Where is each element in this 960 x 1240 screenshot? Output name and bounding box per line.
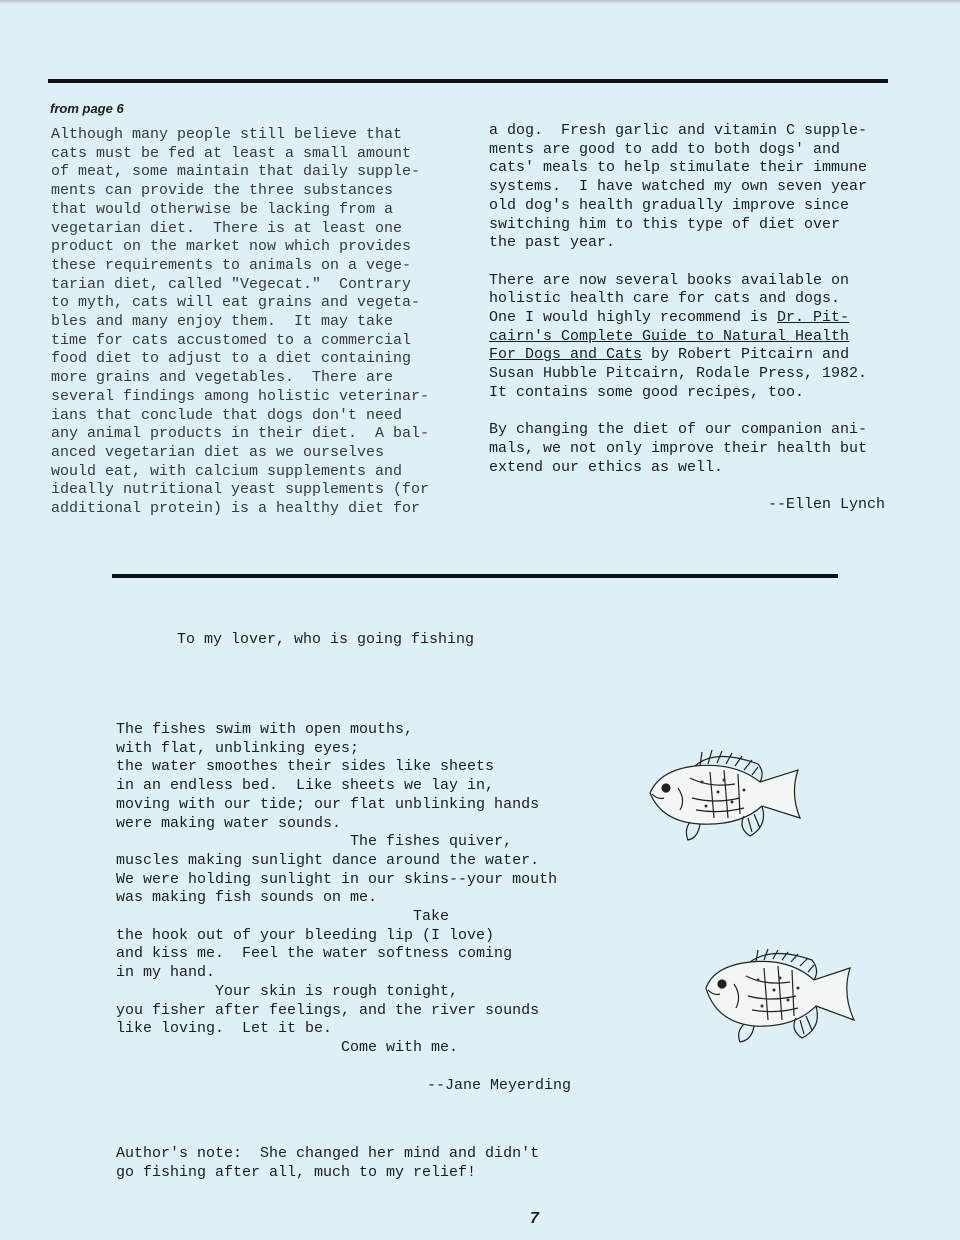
poem-line: in my hand. — [116, 964, 216, 982]
text-line: a dog. Fresh garlic and vitamin C supple- — [489, 122, 868, 139]
text-line: ideally nutritional yeast supplements (for — [51, 481, 430, 499]
article-right-column — [489, 122, 889, 515]
poem-line: like loving. Let it be. — [116, 1020, 333, 1038]
poem-line: in an endless bed. Like sheets we lay in, — [116, 777, 495, 795]
text-line: these requirements to animals on a vege- — [51, 256, 412, 274]
text-fragment: One I would highly recommend is — [489, 309, 778, 327]
text-line: ments are good to add to both dogs' and — [489, 140, 841, 158]
text-line: mals, we not only improve their health but — [489, 439, 868, 457]
poem-line: moving with our tide; our flat unblinking hands — [116, 795, 540, 813]
text-line: more grains and vegetables. There are — [51, 369, 394, 387]
text-line: old dog's health gradually improve since — [489, 196, 850, 214]
poem-line: muscles making sunlight dance around the water. — [116, 851, 540, 869]
text-line: Although many people still believe that — [51, 126, 403, 143]
poem-line: We were holding sunlight in our skins--your mouth — [116, 870, 558, 888]
text-line — [489, 346, 889, 365]
text-line: any animal products in their diet. A bal- — [51, 425, 430, 443]
text-line: to myth, cats will eat grains and vegeta- — [51, 294, 421, 312]
text-line: Susan Hubble Pitcairn, Rodale Press, 1982. — [489, 365, 868, 383]
poem-line: and kiss me. Feel the water softness coming — [116, 945, 513, 963]
poem-line: Come with me. — [116, 1038, 459, 1056]
text-line: several findings among holistic veterinar- — [51, 387, 430, 405]
text-line: additional protein) is a healthy diet for — [51, 500, 421, 518]
poem-line: you fisher after feelings, and the river sounds — [116, 1001, 540, 1019]
poem-line: the hook out of your bleeding lip (I love) — [116, 926, 495, 944]
top-rule — [48, 79, 888, 83]
authors-note — [116, 1145, 539, 1182]
poem-title: To my lover, who is going fishing — [177, 631, 475, 648]
book-title-part: For Dogs and Cats — [489, 346, 643, 364]
text-line: ments can provide the three substances — [51, 182, 394, 200]
text-line: of meat, some maintain that daily supple- — [51, 163, 421, 181]
poem-author: --Jane Meyerding — [427, 1077, 572, 1094]
book-title-part: cairn's Complete Guide to Natural Health — [489, 327, 850, 345]
poem-line: were making water sounds. — [116, 814, 342, 832]
poem-line: The fishes quiver, — [116, 833, 513, 851]
text-line: time for cats accustomed to a commercial — [51, 331, 412, 349]
text-line: cats must be fed at least a small amount — [51, 144, 412, 162]
text-line: bles and many enjoy them. It may take — [51, 313, 394, 331]
paragraph-gap — [489, 253, 889, 272]
page-number: 7 — [530, 1210, 539, 1227]
text-line: holistic health care for cats and dogs. — [489, 290, 841, 308]
note-line: Author's note: She changed her mind and didn't — [116, 1145, 540, 1162]
text-line: that would otherwise be lacking from a — [51, 200, 394, 218]
text-line — [489, 309, 889, 328]
poem-line: Your skin is rough tonight, — [116, 982, 459, 1000]
text-line: There are now several books available on — [489, 271, 850, 289]
sunfish-illustration-icon — [640, 748, 805, 843]
text-line: ians that conclude that dogs don't need — [51, 406, 403, 424]
text-line: anced vegetarian diet as we ourselves — [51, 443, 385, 461]
paragraph-gap — [489, 477, 889, 496]
text-line: By changing the diet of our companion ani- — [489, 421, 868, 439]
text-line: would eat, with calcium supplements and — [51, 462, 403, 480]
poem-line: was making fish sounds on me. — [116, 889, 378, 907]
text-line: cats' meals to help stimulate their immune — [489, 159, 868, 177]
text-line: vegetarian diet. There is at least one — [51, 219, 403, 237]
poem-line: Take — [116, 908, 450, 926]
text-line: switching him to this type of diet over — [489, 215, 841, 233]
poem-line: The fishes swim with open mouths, — [116, 721, 414, 738]
text-line: food diet to adjust to a diet containing — [51, 350, 412, 368]
section-rule — [112, 574, 838, 578]
poem-line: the water smoothes their sides like sheets — [116, 758, 495, 776]
article-signature: --Ellen Lynch — [767, 496, 885, 514]
text-line: the past year. — [489, 234, 616, 252]
page-top-edge — [0, 0, 960, 4]
paragraph-gap — [489, 403, 889, 422]
poem-body — [116, 721, 557, 1058]
book-title-part: Dr. Pit- — [777, 309, 850, 327]
sunfish-illustration-icon — [698, 948, 858, 1046]
text-line: It contains some good recipes, too. — [489, 383, 805, 401]
text-line: systems. I have watched my own seven year — [489, 178, 868, 196]
poem-line: with flat, unblinking eyes; — [116, 739, 360, 757]
text-line: extend our ethics as well. — [489, 458, 724, 476]
text-line: tarian diet, called "Vegecat." Contrary — [51, 275, 412, 293]
continuation-label: from page 6 — [50, 101, 124, 116]
text-fragment: by Robert Pitcairn and — [642, 346, 850, 364]
article-left-column — [51, 126, 471, 519]
text-line: product on the market now which provides — [51, 238, 412, 256]
note-line: go fishing after all, much to my relief! — [116, 1163, 477, 1181]
